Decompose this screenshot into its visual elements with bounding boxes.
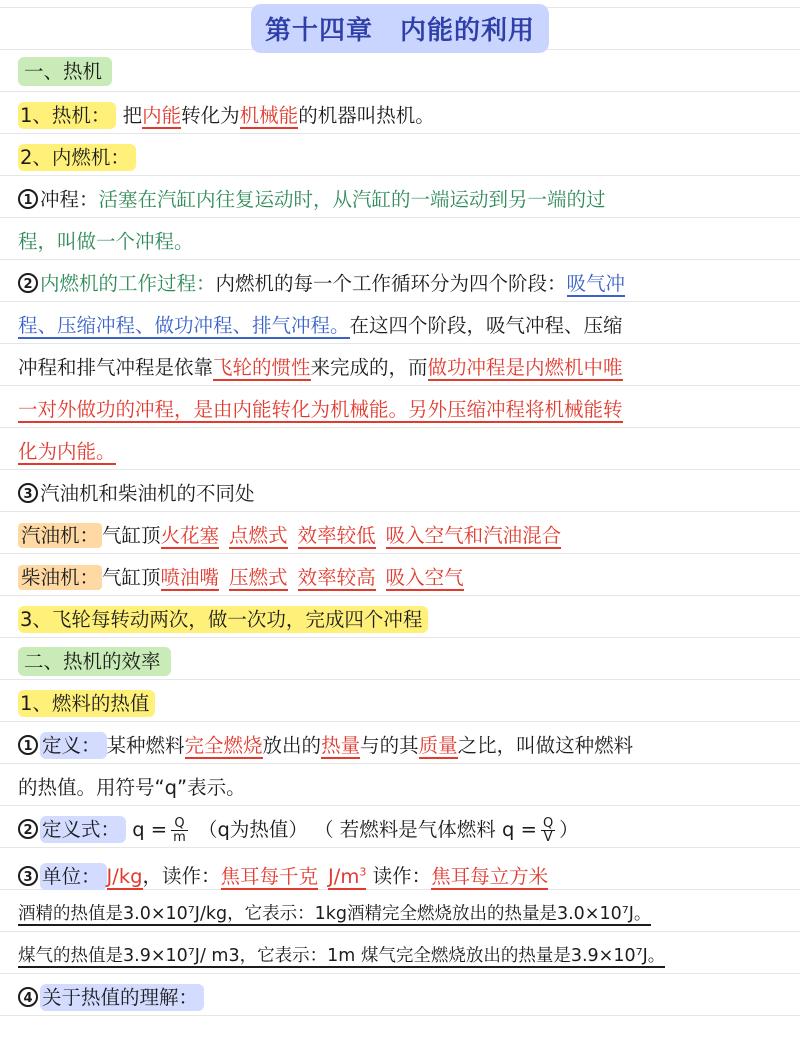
text: 读作： [372, 864, 432, 888]
formula-q: q = [132, 818, 168, 841]
definition-label: 定义： [40, 732, 107, 759]
text: 的热值。用符号“q”表示。 [18, 776, 246, 799]
power-stroke-note: 一对外做功的冲程，是由内能转化为机械能。另外压缩冲程将机械能转 [18, 398, 623, 421]
fuel-injector: 喷油嘴 [160, 566, 220, 589]
close-paren: ） [559, 818, 579, 841]
spark-plug: 火花塞 [160, 524, 220, 547]
intake: 吸入空气和汽油混合 [385, 524, 562, 547]
efficiency: 效率较高 [297, 566, 376, 589]
text: 内燃机的每一个工作循环分为四个阶段： [215, 272, 567, 295]
keyword-mechanical-energy: 机械能 [239, 104, 299, 127]
item-label: 2、内燃机： [18, 144, 136, 171]
flywheel-rule [18, 606, 788, 634]
stroke-definition-line1 [18, 186, 788, 214]
circled-number: 2 [18, 819, 38, 839]
understanding-label: 关于热值的理解： [40, 984, 204, 1011]
text: ，读作： [142, 864, 221, 888]
difference-title: 汽油机和柴油机的不同处 [40, 482, 255, 505]
text: 某种燃料 [106, 734, 185, 757]
formula-q-gas: q = [502, 818, 537, 841]
numerator: Q [171, 817, 188, 831]
numerator: Q [542, 816, 554, 831]
denominator: V [543, 830, 553, 845]
fraction-q-over-m [171, 817, 188, 844]
circled-number: 1 [18, 735, 38, 755]
diesel-engine-label: 柴油机： [18, 565, 102, 590]
text: 来完成的，而 [310, 356, 428, 379]
flywheel-text: 3、飞轮每转动两次，做一次功，完成四个冲程 [18, 606, 428, 633]
gas-text: 煤气的热值是3.9×10⁷J/ m3，它表示：1m 煤气完全燃烧放出的热量是3.9×10⁷J。 [18, 946, 666, 966]
stroke-definition-line2 [18, 228, 788, 256]
keyword-mass: 质量 [418, 734, 458, 757]
fuel-heat-value-heading [18, 690, 788, 718]
denominator: m [173, 830, 186, 845]
reading-j-per-m3: 焦耳每立方米 [431, 864, 549, 888]
section-heading: 一、热机 [18, 57, 112, 86]
circled-number: 3 [18, 483, 38, 503]
formula-line [18, 816, 788, 844]
text: 在这四个阶段，吸气冲程、压缩 [349, 314, 623, 337]
petrol-engine-row [18, 522, 788, 550]
heat-engine-definition [18, 102, 788, 130]
power-stroke-note: 化为内能。 [18, 440, 116, 463]
circled-number: 1 [18, 189, 38, 209]
section-heat-engine [18, 58, 788, 86]
ignition-type: 点燃式 [229, 524, 288, 547]
process-line3 [18, 354, 788, 382]
definition-line1 [18, 732, 788, 760]
combustion-engine-heading [18, 144, 788, 172]
fraction-q-over-v [541, 817, 555, 844]
efficiency: 效率较低 [297, 524, 376, 547]
petrol-engine-label: 汽油机： [18, 523, 102, 548]
item-label: 1、热机： [18, 102, 116, 129]
keyword-flywheel-inertia: 飞轮的惯性 [213, 356, 311, 379]
circled-number: 3 [18, 866, 38, 886]
stroke-text: 程，叫做一个冲程。 [18, 230, 194, 253]
diesel-engine-row [18, 564, 788, 592]
circled-number: 2 [18, 273, 38, 293]
process-line4 [18, 396, 788, 424]
intake: 吸入空气 [385, 566, 464, 589]
section-heading: 二、热机的效率 [18, 647, 171, 676]
text: 的机器叫热机。 [298, 104, 435, 127]
text: 把 [122, 104, 143, 127]
text: 与的其 [360, 734, 419, 757]
text: 气缸顶 [102, 566, 161, 589]
keyword-heat: 热量 [321, 734, 361, 757]
unit-j-per-m3: $J/m^3$ [328, 864, 367, 888]
process-label: 内燃机的工作过程： [40, 272, 216, 295]
power-stroke-note: 做功冲程是内燃机中唯 [427, 356, 623, 379]
reading-j-per-kg: 焦耳每千克 [220, 864, 319, 888]
page-title: 第十四章 内能的利用 [251, 4, 549, 53]
formula-note: （q为热值） [198, 818, 308, 841]
title-bar [0, 0, 800, 52]
alcohol-text: 酒精的热值是3.0×10⁷J/kg，它表示：1kg酒精完全燃烧放出的热量是3.0×10⁷J。 [18, 904, 652, 924]
keyword-complete-combustion: 完全燃烧 [184, 734, 263, 757]
stroke-label: 冲程： [40, 188, 99, 211]
process-line1 [18, 270, 788, 298]
text: 之比，叫做这种燃料 [457, 734, 634, 757]
alcohol-example [18, 900, 788, 928]
process-line5 [18, 438, 788, 466]
stroke-text: 活塞在汽缸内往复运动时，从汽缸的一端运动到另一端的过 [98, 188, 606, 211]
unit-j-per-kg: J/kg [106, 864, 143, 888]
ignition-type: 压燃式 [229, 566, 288, 589]
item-label: 1、燃料的热值 [18, 690, 155, 717]
process-line2 [18, 312, 788, 340]
understanding-heading [18, 984, 788, 1012]
definition-line2 [18, 774, 788, 802]
unit-line [18, 858, 788, 891]
text: 气缸顶 [102, 524, 161, 547]
engine-difference-heading [18, 480, 788, 508]
text: 冲程和排气冲程是依靠 [18, 356, 214, 379]
formula-label: 定义式： [40, 816, 126, 843]
keyword-internal-energy: 内能 [142, 104, 182, 127]
section-efficiency [18, 648, 788, 676]
circled-number: 4 [18, 987, 38, 1007]
unit-label: 单位： [40, 863, 107, 890]
four-strokes: 程、压缩冲程、做功冲程、排气冲程。 [18, 314, 350, 337]
four-strokes: 吸气冲 [566, 272, 626, 295]
gas-note: （ 若燃料是气体燃料 [314, 818, 496, 841]
gas-example [18, 942, 788, 970]
text: 转化为 [181, 104, 240, 127]
text: 放出的 [262, 734, 322, 757]
